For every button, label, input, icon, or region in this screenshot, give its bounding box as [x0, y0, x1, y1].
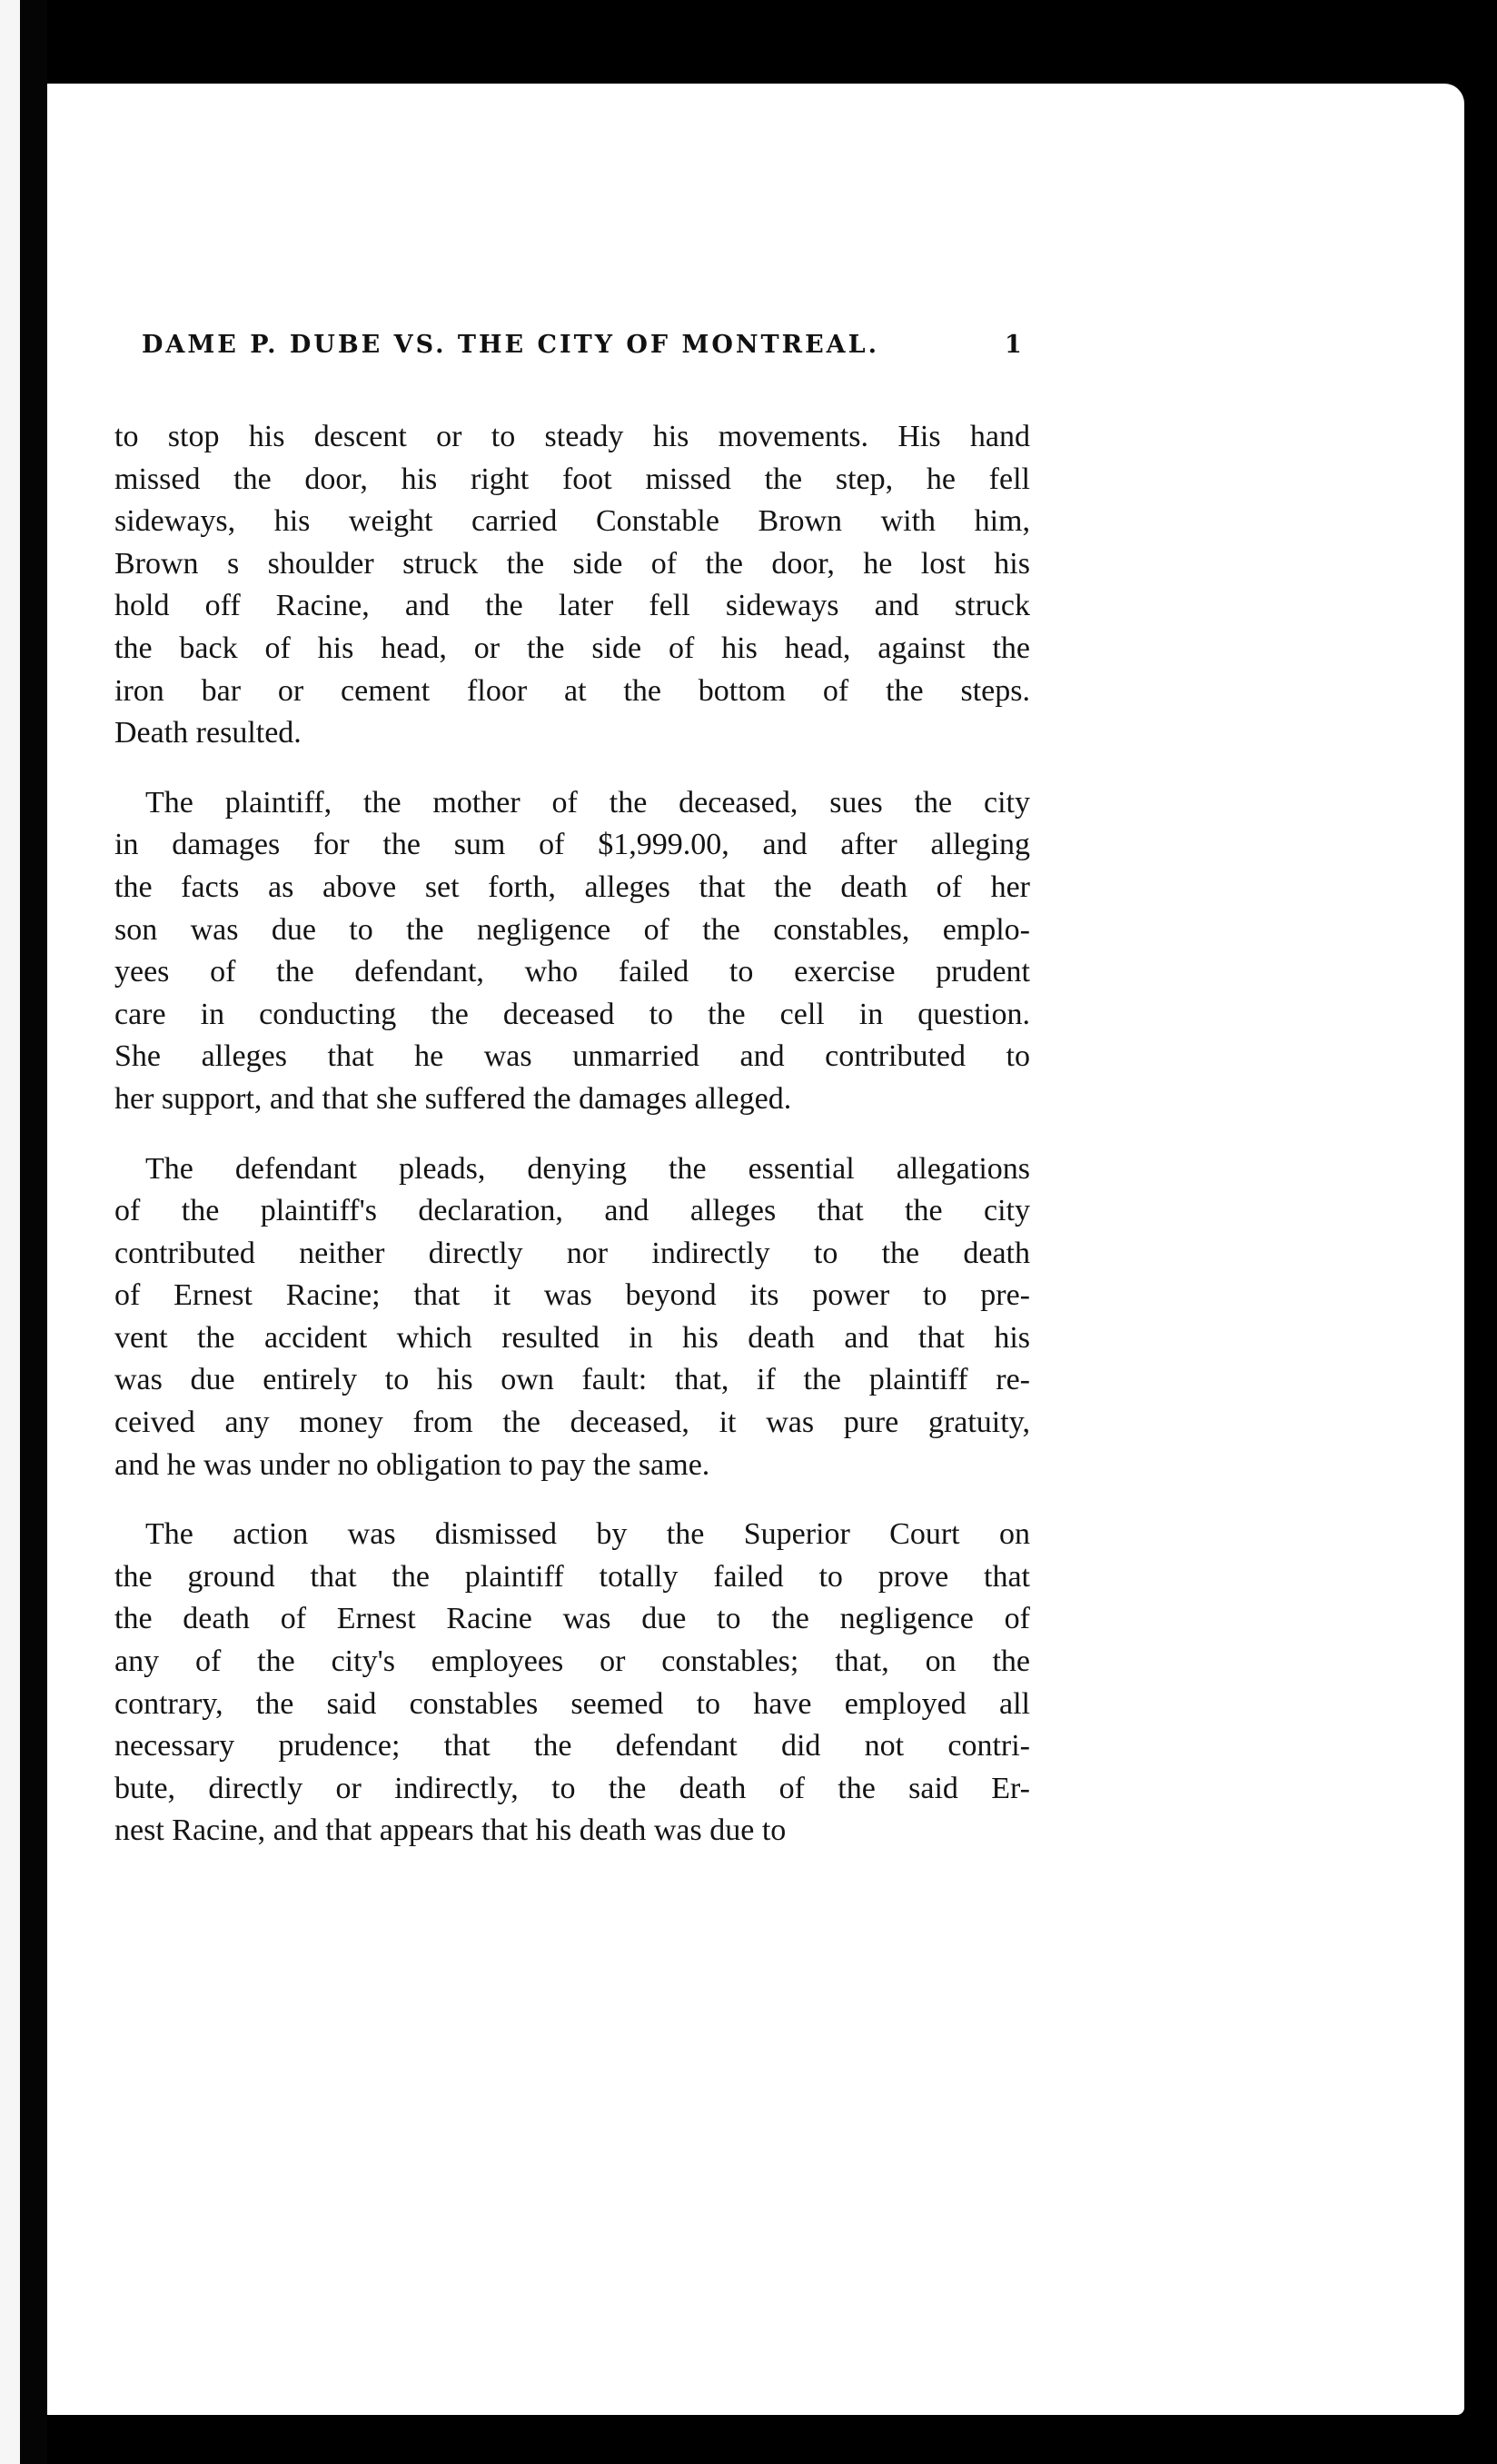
text-line: of Ernest Racine; that it was beyond its power to pre- [114, 1278, 1030, 1313]
text-line: The action was dismissed by the Superior Court on [145, 1517, 1030, 1552]
text-line: contrary, the said constables seemed to have employed all [114, 1686, 1030, 1721]
paragraph [114, 782, 1030, 1121]
text-line: care in conducting the deceased to the cell in question. [114, 997, 1030, 1031]
body-text [114, 416, 1030, 1880]
text-line: bute, directly or indirectly, to the death of the said Er- [114, 1771, 1030, 1805]
text-line: sideways, his weight carried Constable Brown with him, [114, 504, 1030, 539]
text-line: Brown s shoulder struck the side of the door, he lost his [114, 546, 1030, 581]
text-line: son was due to the negligence of the constables, emplo- [114, 912, 1030, 947]
text-line: nest Racine, and that appears that his death was due to [114, 1813, 787, 1848]
paragraph [114, 1148, 1030, 1487]
running-title: DAME P. DUBE VS. THE CITY OF MONTREAL. [142, 331, 879, 359]
text-line: She alleges that he was unmarried and contributed to [114, 1039, 1030, 1074]
text-line: and he was under no obligation to pay the same. [114, 1447, 710, 1482]
text-line: the death of Ernest Racine was due to the negligence of [114, 1602, 1030, 1636]
text-line: the back of his head, or the side of his head, against the [114, 631, 1030, 665]
text-line: hold off Racine, and the later fell sideways and struck [114, 589, 1030, 623]
paragraph [114, 416, 1030, 755]
text-line: the facts as above set forth, alleges that the death of her [114, 869, 1030, 904]
text-line: of the plaintiff's declaration, and alleges that the city [114, 1194, 1030, 1228]
text-line: her support, and that she suffered the damages alleged. [114, 1081, 792, 1116]
text-line: necessary prudence; that the defendant did not contri- [114, 1729, 1030, 1764]
text-line: The defendant pleads, denying the essential allegations [145, 1151, 1030, 1186]
text-line: in damages for the sum of $1,999.00, and after alleging [114, 828, 1030, 862]
text-line: the ground that the plaintiff totally failed to prove that [114, 1559, 1030, 1594]
text-line: any of the city's employees or constables; that, on the [114, 1644, 1030, 1679]
page-number: 1 [1005, 331, 1025, 359]
text-line: iron bar or cement floor at the bottom of the steps. [114, 673, 1030, 708]
text-line: vent the accident which resulted in his death and that his [114, 1320, 1030, 1355]
running-header [142, 331, 1050, 359]
text-line: was due entirely to his own fault: that, if the plaintiff re- [114, 1363, 1030, 1397]
text-line: The plaintiff, the mother of the deceased, sues the city [145, 785, 1030, 820]
paragraph [114, 1514, 1030, 1853]
text-line: contributed neither directly nor indirectly to the death [114, 1236, 1030, 1270]
text-line: to stop his descent or to steady his movements. His hand [114, 420, 1030, 453]
text-line: ceived any money from the deceased, it was pure gratuity, [114, 1406, 1030, 1440]
text-line: missed the door, his right foot missed the step, he fell [114, 462, 1030, 496]
text-line: yees of the defendant, who failed to exercise prudent [114, 955, 1030, 989]
scan-margin [20, 0, 47, 2464]
text-line: Death resulted. [114, 716, 302, 750]
adjacent-page-edge [0, 0, 20, 2464]
